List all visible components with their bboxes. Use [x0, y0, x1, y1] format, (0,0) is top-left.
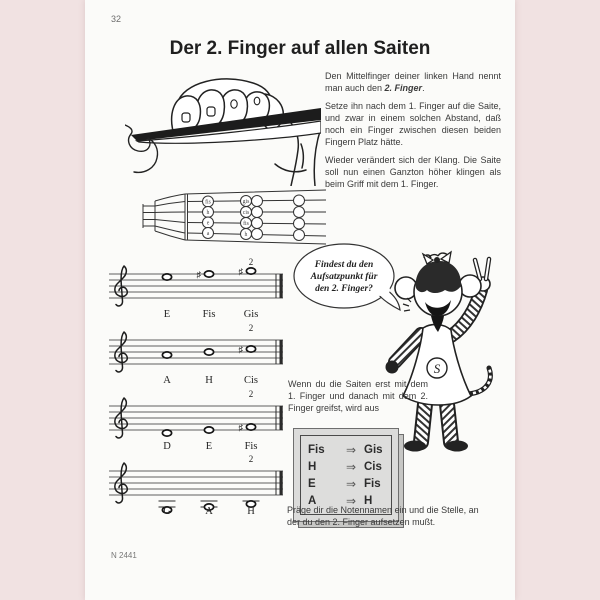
- note-table-row: [308, 441, 384, 458]
- mascot-emblem-letter: S: [433, 361, 441, 376]
- note-name-label: G: [163, 506, 171, 517]
- sharp-sign: ♯: [196, 269, 201, 280]
- staff-a-string: [105, 322, 290, 388]
- intro-paragraph-1: Den Mittelfinger deiner linken Hand nennt man auch den 2. Finger.: [325, 71, 501, 93]
- whole-note: [246, 346, 255, 352]
- intro-paragraph-3: Wieder verändert sich der Klang. Die Saite soll nun einen Ganzton höher klingen als beim Griff mit dem 1. Finger.: [325, 155, 501, 189]
- sharp-sign: ♯: [238, 344, 243, 355]
- note-table-row: [308, 475, 384, 492]
- mascot-hair: [416, 261, 461, 293]
- note-name-label: A: [205, 506, 213, 517]
- whole-note: [162, 352, 171, 358]
- arrow-icon: ⇒: [345, 459, 357, 474]
- note-table-inner: [300, 435, 392, 515]
- intro-text: [325, 70, 501, 196]
- note-name-label: H: [205, 375, 213, 386]
- note-name-label: A: [163, 375, 171, 386]
- note-name-label: Fis: [244, 441, 258, 452]
- note-name-label: Gis: [243, 309, 259, 320]
- arrow-icon: ⇒: [345, 442, 357, 457]
- finger-number: 2: [248, 389, 254, 399]
- bubble-text-line1: Findest du den: [314, 260, 374, 270]
- staff-d-string: [105, 388, 290, 454]
- whole-note: [246, 424, 255, 430]
- note-name-label: H: [247, 506, 255, 517]
- note-to: Cis: [364, 460, 382, 473]
- transition-text: Wenn du die Saiten erst mit dem 1. Finger und danach mit dem 2. Finger greifst, wird aus: [288, 379, 428, 413]
- fret-label: e: [206, 220, 210, 227]
- note-from: A: [308, 494, 317, 507]
- page-number: 32: [111, 14, 122, 24]
- mascot-hand-left: [386, 361, 399, 374]
- note-table-row: [308, 458, 384, 475]
- monkey-mascot-illustration: [381, 246, 513, 452]
- bubble-text-line2: Aufsatzpunkt für: [310, 272, 378, 282]
- arrow-icon: ⇒: [345, 476, 357, 491]
- finger-number: 2: [248, 257, 254, 267]
- staff-g-string: [105, 453, 290, 519]
- whole-note: [204, 427, 213, 433]
- whole-note: [162, 430, 171, 436]
- note-to: Fis: [364, 477, 381, 490]
- sharp-sign: ♯: [238, 422, 243, 433]
- note-name-label: D: [163, 441, 171, 452]
- fret-label: a: [206, 231, 210, 237]
- plate-number: N 2441: [111, 551, 137, 560]
- page-title: Der 2. Finger auf allen Saiten: [169, 38, 431, 59]
- arrow-icon: ⇒: [345, 493, 357, 508]
- fret-label: cis: [242, 210, 250, 216]
- whole-note: [204, 349, 213, 355]
- barline-thick: [280, 406, 283, 430]
- finger-number: 2: [248, 323, 254, 333]
- barline-thick: [280, 471, 283, 495]
- note-to: Gis: [364, 443, 383, 456]
- mascot-foot: [446, 441, 468, 452]
- barline-thick: [280, 274, 283, 298]
- book-page: [85, 0, 515, 600]
- whole-note: [246, 268, 255, 274]
- note-from: Fis: [308, 443, 325, 456]
- mascot-foot: [404, 441, 426, 452]
- fret-label: h: [206, 210, 210, 216]
- fret-label: h: [244, 232, 248, 238]
- note-name-label: Cis: [243, 375, 259, 386]
- note-name-label: E: [163, 309, 171, 320]
- finger-number: 2: [248, 454, 254, 464]
- hand-on-fingerboard-illustration: [125, 68, 321, 186]
- staff-e-string: [105, 256, 290, 322]
- note-from: H: [308, 460, 317, 473]
- fret-label: fis: [205, 199, 211, 206]
- fingerboard-diagram: [141, 186, 326, 248]
- barline-thick: [280, 340, 283, 364]
- whole-note: [204, 271, 213, 277]
- fret-label: gis: [242, 199, 250, 205]
- whole-note: [162, 274, 171, 280]
- note-name-label: Fis: [202, 309, 216, 320]
- sharp-sign: ♯: [238, 266, 243, 277]
- note-to: H: [364, 494, 373, 507]
- fret-label: fis: [243, 221, 249, 227]
- bubble-text-line3: den 2. Finger?: [315, 284, 373, 294]
- closing-text: Präge dir die Notennamen ein und die Stelle, an der du den 2. Finger aufsetzen mußt.: [287, 505, 479, 527]
- nut: [185, 194, 188, 240]
- note-from: E: [308, 477, 316, 490]
- note-name-label: E: [205, 441, 213, 452]
- intro-paragraph-2: Setze ihn nach dem 1. Finger auf die Saite, und zwar in einem solchen Abstand, daß noch ein Finger zwischen diesen beiden Fingern Platz hätte.: [325, 101, 501, 147]
